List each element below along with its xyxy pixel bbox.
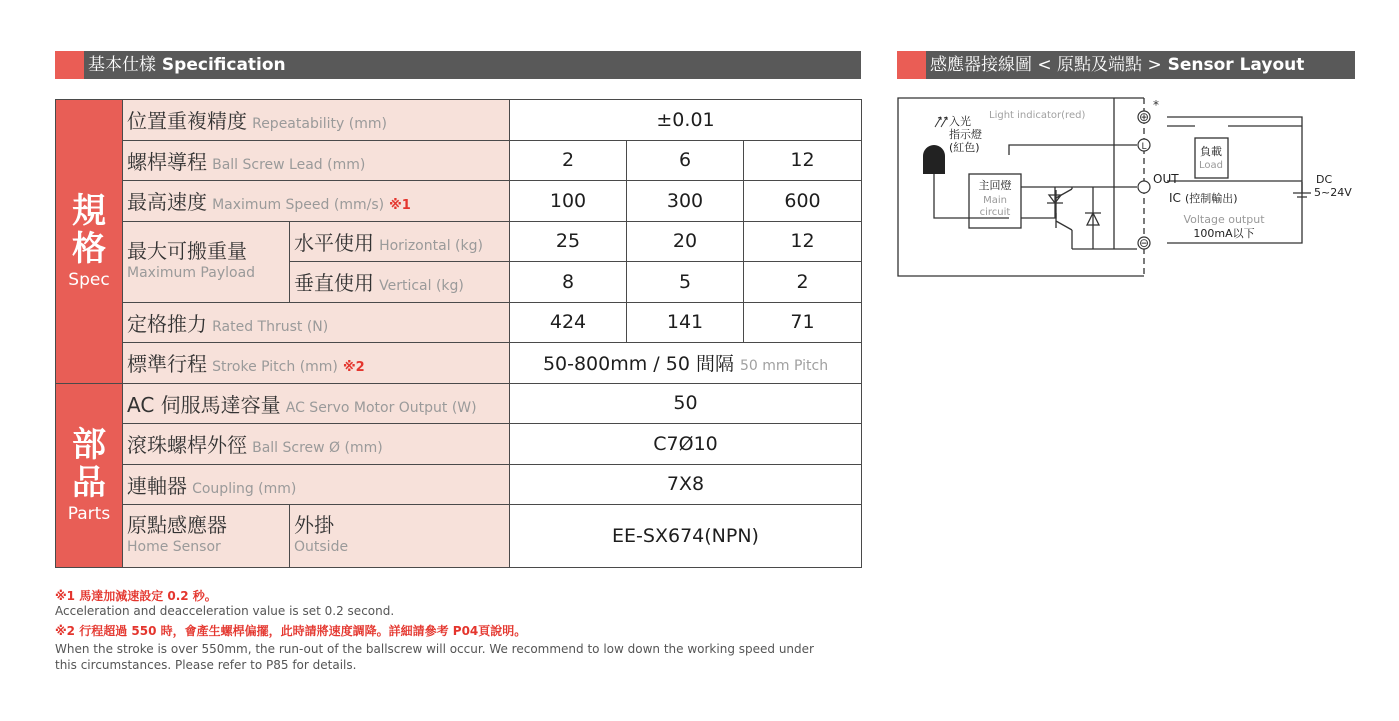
- minus-label: ⊖: [1138, 236, 1150, 250]
- table-row: [56, 464, 862, 505]
- transistor-wire: [1021, 187, 1137, 249]
- light-zh-2: 指示燈: [949, 128, 982, 141]
- value-speed-2: 300: [627, 181, 744, 222]
- value-screw-dia: C7Ø10: [510, 424, 862, 465]
- light-zh-3: (紅色): [949, 141, 980, 154]
- group-parts: [56, 383, 123, 568]
- group-spec-zh2: 格: [72, 229, 106, 270]
- dc-range-label: 5~24V: [1314, 186, 1352, 199]
- label-speed: 最高速度 Maximum Speed (mm/s) ※1: [123, 181, 510, 222]
- value-thrust-1: 424: [510, 302, 627, 343]
- value-horizontal-2: 20: [627, 221, 744, 262]
- label-screw-dia: 滾珠螺桿外徑 Ball Screw Ø (mm): [123, 424, 510, 465]
- header-accent: [55, 51, 84, 79]
- main-circuit-zh: 主回燈: [978, 179, 1012, 192]
- label-thrust: 定格推力 Rated Thrust (N): [123, 302, 510, 343]
- group-spec: [56, 100, 123, 384]
- light-indicator-label: Light indicator(red): [989, 110, 1086, 121]
- sensor-header-en: Sensor Layout: [1167, 55, 1305, 75]
- footnote-2-en-line2: this circumstances. Please refer to P85 for details.: [55, 658, 357, 672]
- value-horizontal-1: 25: [510, 221, 627, 262]
- label-coupling: 連軸器 Coupling (mm): [123, 464, 510, 505]
- table-row: [56, 221, 862, 262]
- group-spec-zh1: 規: [72, 191, 106, 232]
- group-parts-zh1: 部: [72, 425, 106, 466]
- value-speed-1: 100: [510, 181, 627, 222]
- table-row: [56, 343, 862, 384]
- footnote-2-zh: ※2 行程超過 550 時，會產生螺桿偏擺，此時請將速度調降。詳細請參考 P04頁說明。: [55, 624, 527, 638]
- l-terminal-label: L: [1141, 142, 1147, 152]
- label-lead: 螺桿導程 Ball Screw Lead (mm): [123, 140, 510, 181]
- out-terminal: [1138, 181, 1150, 193]
- load-en: Load: [1199, 160, 1223, 171]
- value-lead-1: 2: [510, 140, 627, 181]
- sensor-header-zh: 感應器接線圖 < 原點及端點 >: [930, 55, 1162, 75]
- value-coupling: 7X8: [510, 464, 862, 505]
- label-home-sensor-sub: 外掛 Outside: [290, 505, 510, 568]
- ic-zh-label: (控制輸出): [1185, 192, 1238, 205]
- value-horizontal-3: 12: [744, 221, 862, 262]
- light-arrow-icon: [935, 117, 941, 127]
- label-motor: AC 伺服馬達容量 AC Servo Motor Output (W): [123, 383, 510, 424]
- table-row: [56, 383, 862, 424]
- value-vertical-1: 8: [510, 262, 627, 303]
- footnote-1-zh: ※1 馬達加減速設定 0.2 秒。: [55, 589, 217, 603]
- value-repeatability: ±0.01: [510, 100, 862, 141]
- footnote-1-en: Acceleration and deacceleration value is set 0.2 second.: [55, 604, 395, 618]
- light-zh-1: 入光: [949, 115, 971, 128]
- plus-label: ⊕: [1138, 110, 1150, 124]
- footnote-2-en-line1: When the stroke is over 550mm, the run-out of the ballscrew will occur. We recommend to low down the working speed under: [55, 642, 814, 656]
- load-zh: 負載: [1200, 145, 1222, 158]
- value-home-sensor: EE-SX674(NPN): [510, 505, 862, 568]
- table-row: [56, 302, 862, 343]
- group-parts-zh2: 品: [72, 463, 106, 504]
- ic-label: IC: [1169, 191, 1181, 205]
- label-payload-horizontal: 水平使用 Horizontal (kg): [290, 221, 510, 262]
- table-row: [56, 100, 862, 141]
- table-row: [56, 181, 862, 222]
- value-speed-3: 600: [744, 181, 862, 222]
- group-parts-en: Parts: [67, 504, 111, 525]
- table-row: [56, 505, 862, 568]
- label-repeatability: 位置重複精度 Repeatability (mm): [123, 100, 510, 141]
- header-accent: [897, 51, 926, 79]
- value-stroke: 50-800mm / 50 間隔 50 mm Pitch: [510, 343, 862, 384]
- value-motor: 50: [510, 383, 862, 424]
- value-lead-2: 6: [627, 140, 744, 181]
- specification-table: [55, 99, 862, 568]
- label-payload: 最大可搬重量 Maximum Payload: [123, 221, 290, 302]
- current-label: 100mA以下: [1193, 227, 1255, 240]
- label-payload-vertical: 垂直使用 Vertical (kg): [290, 262, 510, 303]
- value-thrust-2: 141: [627, 302, 744, 343]
- table-row: [56, 424, 862, 465]
- label-stroke: 標準行程 Stroke Pitch (mm) ※2: [123, 343, 510, 384]
- voltage-output-label: Voltage output: [1183, 213, 1265, 226]
- spec-header-zh: 基本仕樣: [88, 55, 156, 75]
- group-spec-en: Spec: [68, 270, 110, 291]
- main-circuit-en-2: circuit: [979, 207, 1011, 218]
- spec-header-en: Specification: [161, 55, 286, 75]
- light-arrow-icon: [941, 117, 947, 127]
- dc-label: DC: [1316, 173, 1333, 186]
- table-row: [56, 140, 862, 181]
- main-circuit-en-1: Main: [983, 195, 1007, 206]
- sensor-wiring-diagram: [897, 95, 1357, 280]
- value-vertical-3: 2: [744, 262, 862, 303]
- value-lead-3: 12: [744, 140, 862, 181]
- sensor-layout-header: [897, 51, 1355, 79]
- specification-header: [55, 51, 861, 79]
- led-icon-base: [923, 158, 945, 174]
- label-home-sensor: 原點感應器 Home Sensor: [123, 505, 290, 568]
- star-label: *: [1153, 98, 1159, 112]
- value-thrust-3: 71: [744, 302, 862, 343]
- out-label: OUT: [1153, 172, 1179, 186]
- l-wire: [1009, 145, 1137, 155]
- value-vertical-2: 5: [627, 262, 744, 303]
- load-box: [1195, 138, 1228, 178]
